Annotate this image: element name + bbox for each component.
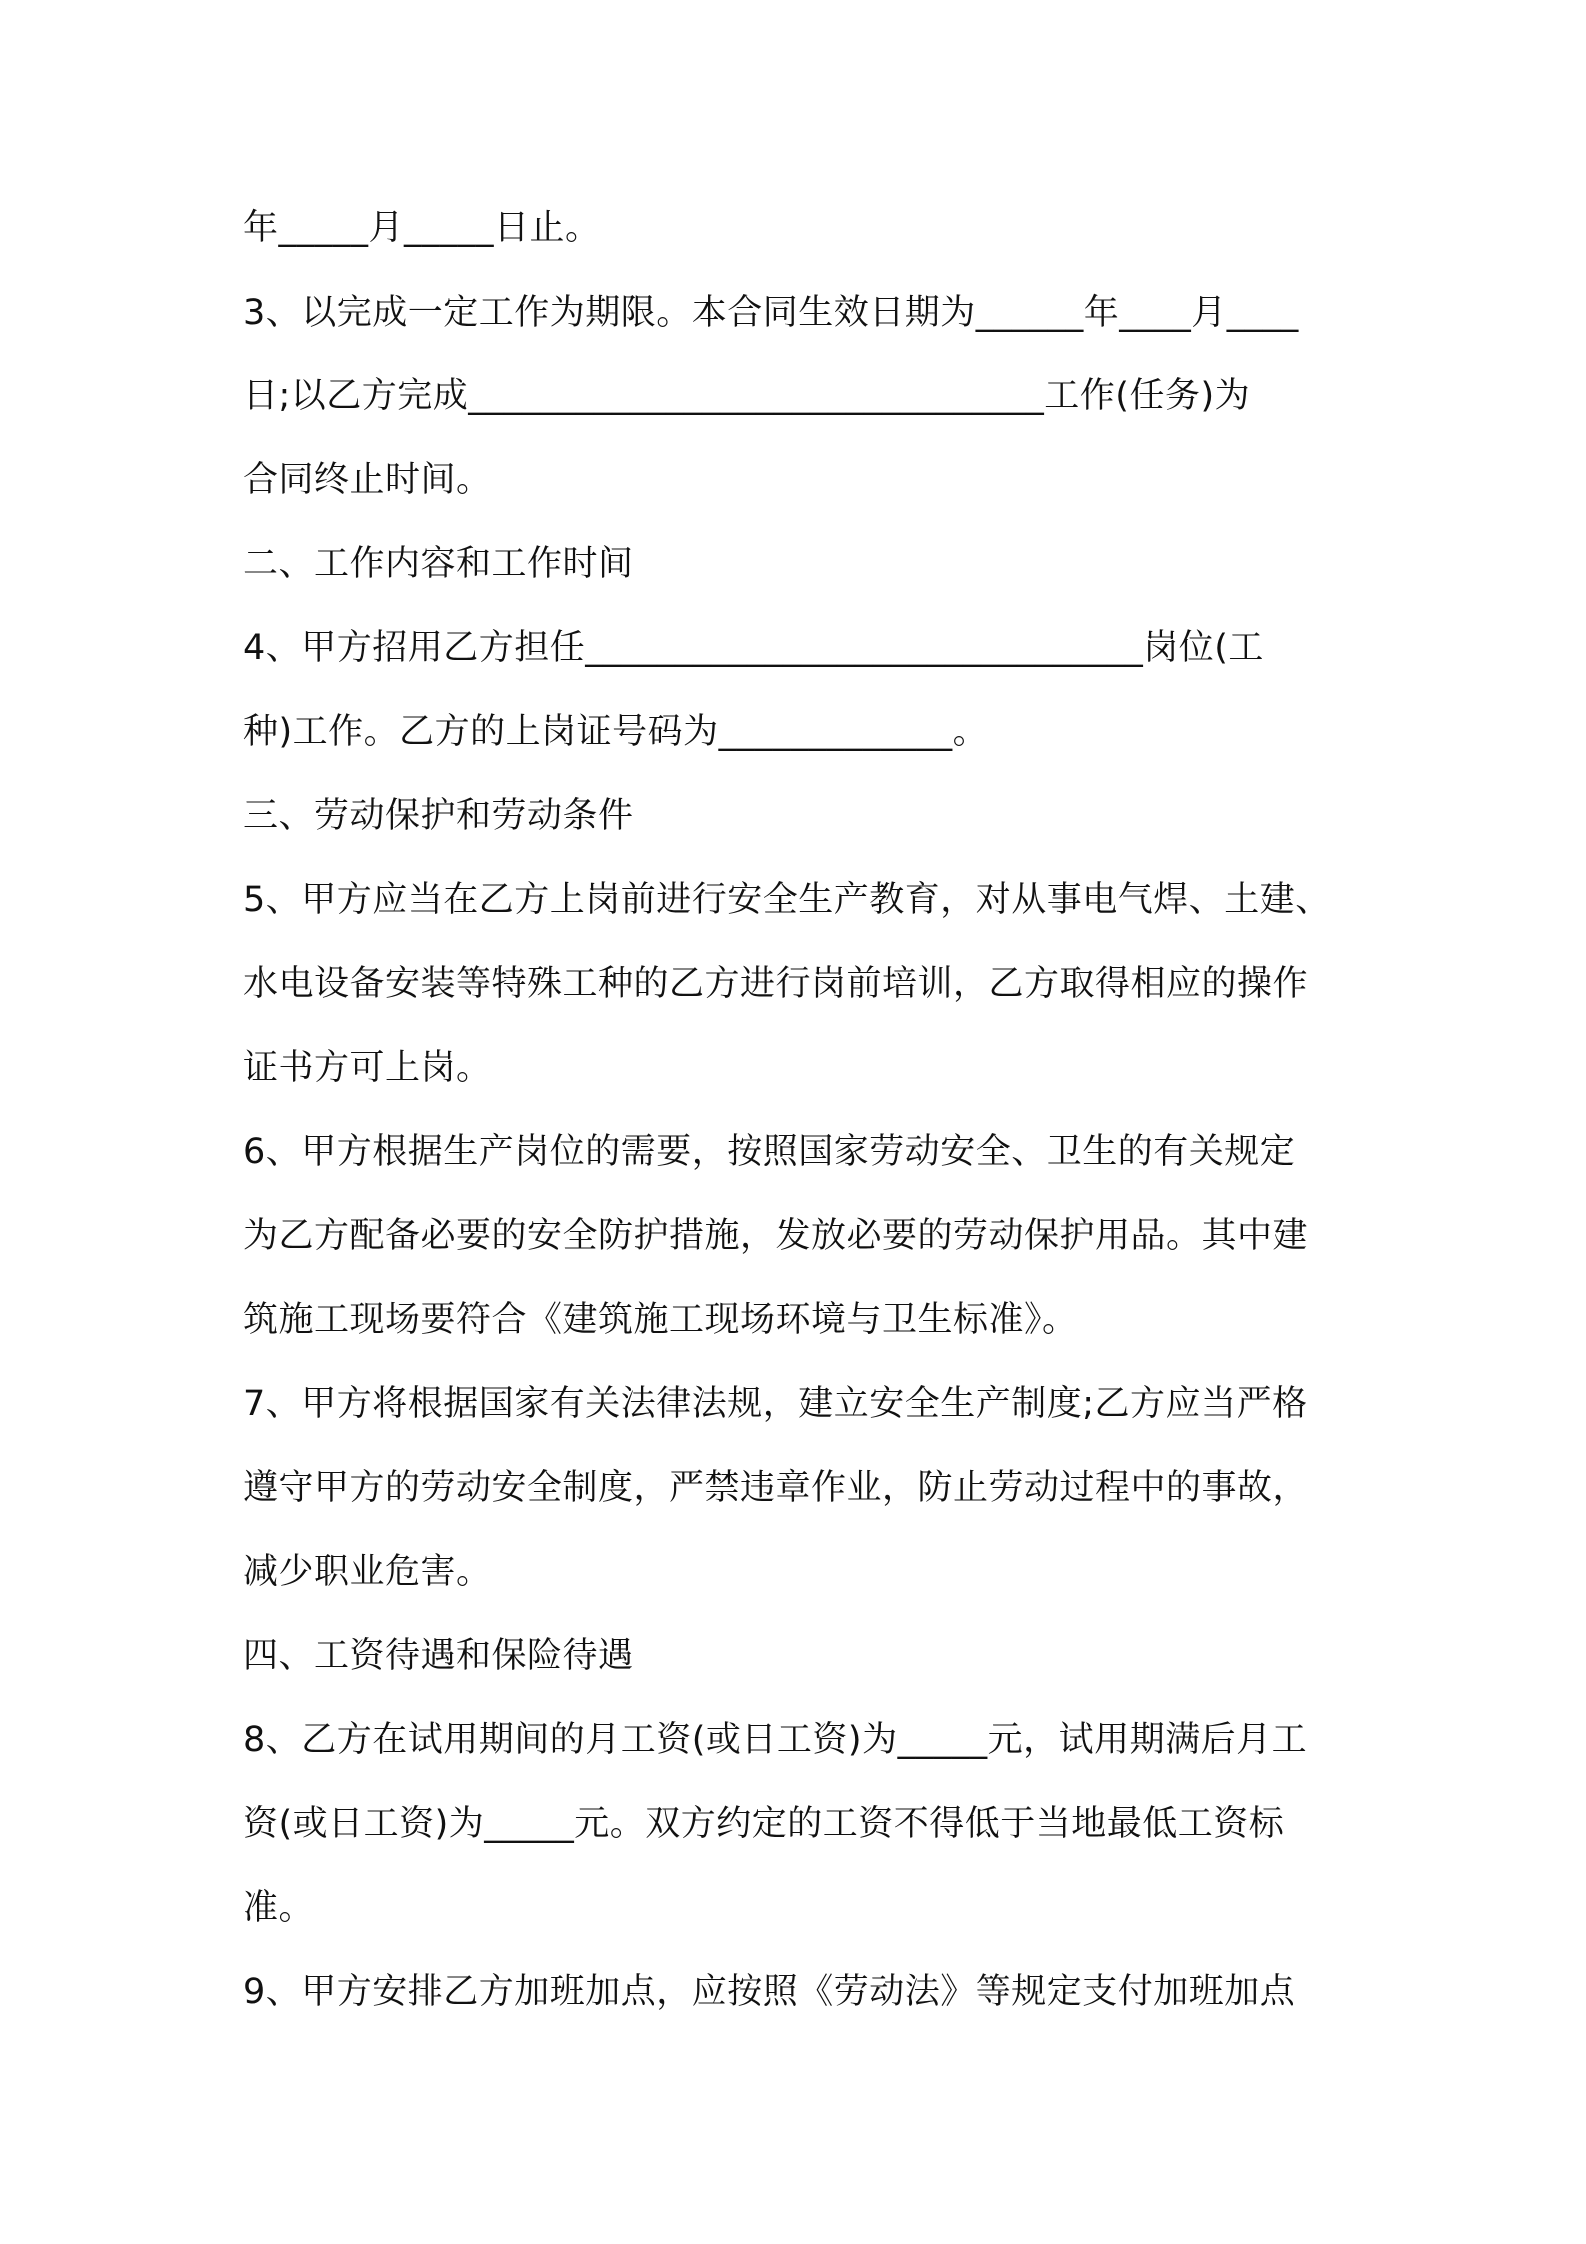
text-line: 为乙方配备必要的安全防护措施，发放必要的劳动保护用品。其中建 — [243, 1216, 1309, 1256]
text-line: 减少职业危害。 — [243, 1552, 492, 1592]
text-line: 证书方可上岗。 — [243, 1048, 492, 1088]
text-line: 8、乙方在试用期间的月工资(或日工资)为_____元，试用期满后月工 — [243, 1720, 1308, 1760]
text-line: 7、甲方将根据国家有关法律法规，建立安全生产制度;乙方应当严格 — [243, 1384, 1308, 1424]
text-line: 5、甲方应当在乙方上岗前进行安全生产教育，对从事电气焊、土建、 — [243, 880, 1331, 920]
text-line: 年_____月_____日止。 — [243, 208, 601, 248]
section-heading: 三、劳动保护和劳动条件 — [243, 796, 634, 836]
text-line: 日;以乙方完成________________________________工作(任务)为 — [243, 376, 1251, 416]
text-line: 种)工作。乙方的上岗证号码为_____________。 — [243, 712, 989, 752]
text-line: 准。 — [243, 1888, 315, 1928]
text-line: 遵守甲方的劳动安全制度，严禁违章作业，防止劳动过程中的事故， — [243, 1468, 1309, 1508]
text-line: 筑施工现场要符合《建筑施工现场环境与卫生标准》。 — [243, 1300, 1078, 1340]
text-line: 资(或日工资)为_____元。双方约定的工资不得低于当地最低工资标 — [243, 1804, 1285, 1844]
section-heading: 二、工作内容和工作时间 — [243, 544, 634, 584]
text-line: 6、甲方根据生产岗位的需要，按照国家劳动安全、卫生的有关规定 — [243, 1132, 1296, 1172]
text-line: 水电设备安装等特殊工种的乙方进行岗前培训，乙方取得相应的操作 — [243, 964, 1309, 1004]
text-line: 4、甲方招用乙方担任_______________________________岗位(工 — [243, 628, 1264, 668]
text-line: 9、甲方安排乙方加班加点，应按照《劳动法》等规定支付加班加点 — [243, 1972, 1296, 2012]
section-heading: 四、工资待遇和保险待遇 — [243, 1636, 634, 1676]
text-line: 合同终止时间。 — [243, 460, 492, 500]
text-line: 3、以完成一定工作为期限。本合同生效日期为______年____月____ — [243, 293, 1299, 333]
